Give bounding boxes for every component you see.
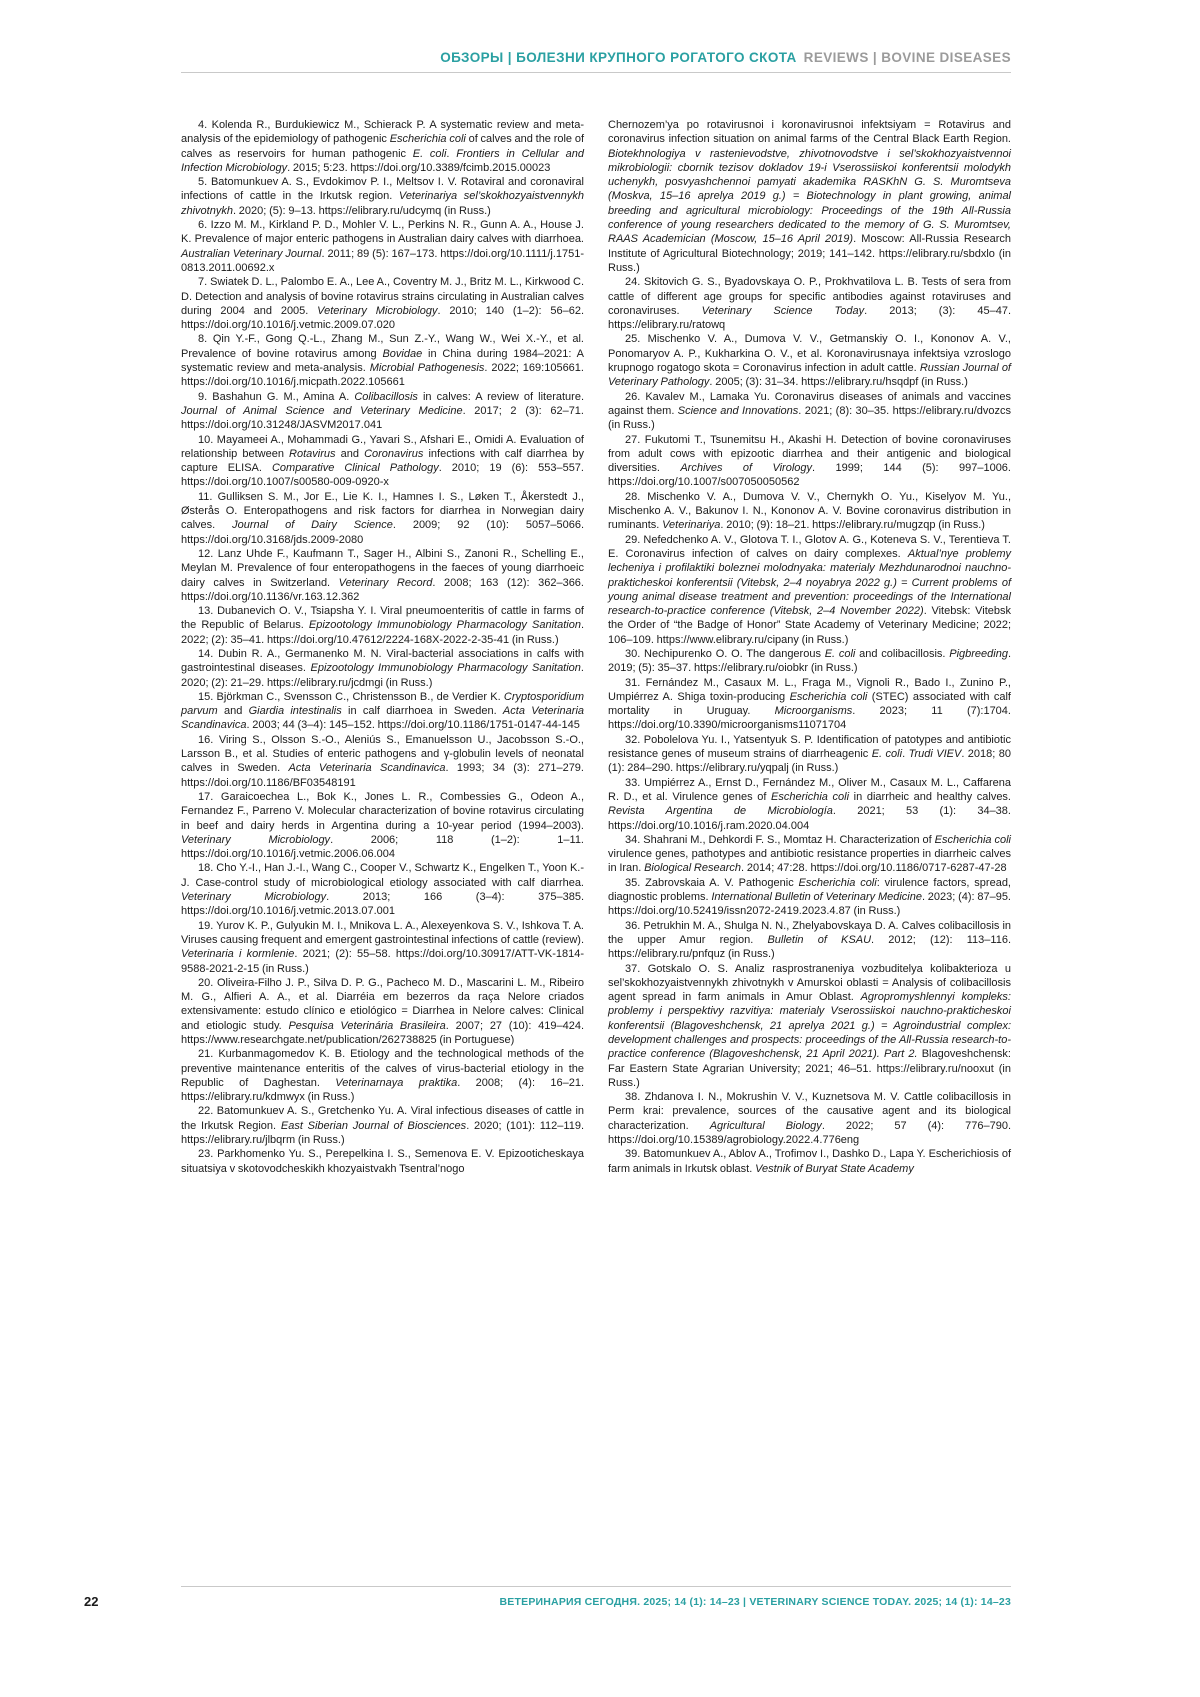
reference-item bbox=[181, 919, 584, 976]
references-column-left bbox=[181, 118, 584, 1176]
reference-text-segment: . 2008; (4): 16–21. https://elibrary.ru/kdmwyx (in Russ.) bbox=[181, 1076, 584, 1104]
reference-text-segment: 13. Dubanevich O. V., Tsiapsha Y. I. Viral pneumoenteritis of cattle in farms of the Republic of Belarus. bbox=[181, 605, 584, 632]
reference-text-segment: 24. Skitovich G. S., Byadovskaya O. P., Prokhvatilova L. B. Tests of sera from cattle of different age groups for specific antibodies against rotaviruses and coronaviruses. bbox=[608, 276, 1011, 317]
page-number: 22 bbox=[84, 1594, 99, 1609]
reference-item bbox=[608, 332, 1011, 389]
reference-item bbox=[608, 533, 1011, 647]
reference-text-segment: . 2020; (5): 9–13. https://elibrary.ru/udcymq (in Russ.) bbox=[232, 204, 491, 217]
reference-text-segment: 35. Zabrovskaia A. V. Pathogenic bbox=[625, 876, 799, 889]
reference-italic-segment: E. coli bbox=[824, 647, 856, 660]
journal-citation-ru: ВЕТЕРИНАРИЯ СЕГОДНЯ. 2025; 14 (1): 14–23 bbox=[499, 1596, 740, 1608]
reference-text-segment: . 2013; (3): 45–47. https://elibrary.ru/ratowq bbox=[608, 304, 1012, 332]
reference-text-segment: . 2021; (8): 30–35. https://elibrary.ru/dvozcs (in Russ.) bbox=[608, 404, 1011, 432]
reference-italic-segment: Russian Journal of Veterinary Pathology bbox=[608, 362, 1011, 389]
reference-italic-segment: Epizootology Immunobiology Pharmacology Sanitation bbox=[310, 662, 581, 675]
reference-text-segment: . 2019; (5): 35–37. https://elibrary.ru/oiobkr (in Russ.) bbox=[608, 647, 1012, 675]
reference-item bbox=[181, 861, 584, 918]
reference-item bbox=[181, 218, 584, 275]
reference-italic-segment: Biotekhnologiya v rastenievodstve, zhivotnovodstve i sel’skokhozyaistvennoi mikrobiologii: cbornik tezisov dokladov 19-i Vserossiiskoi konferentsii molodykh uchenykh, posvyashchennoi pamyati akademika RASKhN G. S. Muromtseva (Moskva, 15–16 aprelya 2019 g.) = Biotechnology in plant growing, animal breeding and agricultural microbiology: Proceedings of the 19th All-Russia conference of young researchers dedicated to the memory of G. S. Muromtsev, RAAS Academician (Moscow, 15–16 April 2019) bbox=[608, 147, 1011, 246]
reference-text-segment: . 2010; 140 (1–2): 56–62. https://doi.org/10.1016/j.vetmic.2009.07.020 bbox=[181, 304, 585, 332]
reference-italic-segment: Epizootology Immunobiology Pharmacology Sanitation bbox=[308, 619, 581, 632]
reference-item bbox=[181, 547, 584, 604]
reference-text-segment: in calf diarrhoea in Sweden. bbox=[341, 705, 503, 718]
reference-item bbox=[181, 118, 584, 175]
reference-italic-segment: Veterinary Microbiology bbox=[181, 891, 327, 904]
reference-italic-segment: Journal of Animal Science and Veterinary Medicine bbox=[181, 404, 463, 417]
reference-italic-segment: Pesquisa Veterinária Brasileira bbox=[288, 1019, 446, 1032]
reference-italic-segment: Veterinariya bbox=[662, 519, 721, 532]
reference-italic-segment: Cryptosporidium parvum bbox=[181, 690, 584, 718]
reference-italic-segment: E. coli bbox=[871, 748, 903, 761]
reference-text-segment: . 2020; (101): 112–119. https://elibrary.ru/jlbqrm (in Russ.) bbox=[181, 1119, 585, 1147]
reference-text-segment: 38. Zhdanova I. N., Mokrushin V. V., Kuznetsova M. V. Cattle colibacillosis in Perm krai: prevalence, sources of the causative agent and its biological characterization. bbox=[608, 1091, 1011, 1132]
reference-text-segment: . 2023; 11 (7):1704. https://doi.org/10.3390/microorganisms11071704 bbox=[608, 705, 1011, 732]
journal-citation-en: VETERINARY SCIENCE TODAY. 2025; 14 (1): 14–23 bbox=[749, 1596, 1011, 1608]
reference-italic-segment: Science and Innovations bbox=[677, 404, 799, 417]
reference-text-segment: 17. Garaicoechea L., Bok K., Jones L. R., Combessies G., Odeon A., Fernandez F., Parreno V. Molecular characterization of bovine rotavirus circulating in beef and dairy herds in Argentina during a 10-year period (1994–2003). bbox=[181, 790, 584, 832]
reference-text-segment: 5. Batomunkuev A. S., Evdokimov P. I., Meltsov I. V. Rotaviral and coronaviral infections of cattle in the Irkutsk region. bbox=[181, 176, 584, 203]
reference-text-segment: 4. Kolenda R., Burdukiewicz M., Schierack P. A systematic review and meta-analysis of the epidemiology of pathogenic bbox=[181, 119, 584, 146]
reference-item-continuation bbox=[608, 118, 1011, 275]
reference-item bbox=[181, 390, 584, 433]
reference-text-segment: 11. Gulliksen S. M., Jor E., Lie K. I., Hamnes I. S., Løken T., Åkerstedt J., Østerås O. Enteropathogens and risk factors for diarrhea in Norwegian dairy calves. bbox=[181, 490, 584, 532]
reference-text-segment: . 2009; 92 (10): 5057–5066. https://doi.org/10.3168/jds.2009-2080 bbox=[181, 519, 584, 546]
reference-text-segment: 15. Björkman C., Svensson C., Christensson B., de Verdier K. bbox=[198, 690, 504, 703]
reference-italic-segment: Coronavirus bbox=[364, 447, 424, 460]
reference-text-segment: . 2010; (9): 18–21. https://elibrary.ru/mugzqp (in Russ.) bbox=[720, 519, 985, 532]
reference-item bbox=[181, 690, 584, 733]
reference-italic-segment: Acta Veterinaria Scandinavica bbox=[288, 762, 446, 775]
reference-item bbox=[608, 390, 1011, 433]
reference-text-segment: . 2014; 47:28. https://doi.org/10.1186/0717-6287-47-28 bbox=[741, 862, 1007, 875]
reference-text-segment: . 2008; 163 (12): 362–366. https://doi.org/10.1136/vr.163.12.362 bbox=[181, 576, 584, 603]
reference-italic-segment: Veterinarnaya praktika bbox=[335, 1076, 458, 1089]
reference-italic-segment: Agricultural Biology bbox=[709, 1119, 822, 1132]
reference-text-segment: . 2017; 2 (3): 62–71. https://doi.org/10.31248/JASVM2017.041 bbox=[181, 404, 584, 432]
reference-text-segment: 26. Kavalev M., Lamaka Yu. Coronavirus diseases of animals and vaccines against them. bbox=[608, 390, 1011, 417]
reference-text-segment: 9. Bashahun G. M., Amina A. bbox=[198, 390, 355, 403]
reference-text-segment: 27. Fukutomi T., Tsunemitsu H., Akashi H. Detection of bovine coronaviruses from adult cows with epizootic diarrhea and their antigenic and biological diversities. bbox=[608, 433, 1011, 475]
reference-item bbox=[608, 647, 1011, 676]
running-head-ru: ОБЗОРЫ | БОЛЕЗНИ КРУПНОГО РОГАТОГО СКОТА bbox=[440, 50, 797, 65]
reference-item bbox=[181, 604, 584, 647]
reference-italic-segment: Veterinariya sel’skokhozyaistvennykh zhivotnykh bbox=[181, 190, 585, 217]
reference-italic-segment: Colibacillosis bbox=[354, 390, 418, 403]
reference-italic-segment: Escherichia coli bbox=[789, 690, 868, 703]
reference-text-segment: 18. Cho Y.-I., Han J.-I., Wang C., Cooper V., Schwartz K., Engelken T., Yoon K.-J. Case-control study of microbiological etiology associated with calf diarrhea. bbox=[181, 862, 584, 889]
reference-text-segment: 14. Dubin R. A., Germanenko M. N. Viral-bacterial associations in calfs with gastrointestinal diseases. bbox=[181, 647, 584, 675]
reference-text-segment: 19. Yurov K. P., Gulyukin M. I., Mnikova L. A., Alexeyenkova S. V., Ishkova T. A. Viruses causing frequent and emergent gastrointestinal infections of cattle (review). bbox=[181, 919, 584, 946]
reference-text-segment: 28. Mischenko V. A., Dumova V. V., Chernykh O. Yu., Kiselyov M. Yu., Mischenko A. V., Bakunov I. N., Kononov A. V. Bovine coronavirus distribution in ruminants. bbox=[608, 490, 1011, 532]
reference-italic-segment: Escherichia coli bbox=[771, 790, 850, 803]
reference-text-segment: . 2020; (2): 21–29. https://elibrary.ru/jcdmgi (in Russ.) bbox=[181, 662, 584, 689]
running-head bbox=[181, 50, 1011, 65]
references-section bbox=[181, 118, 1011, 1176]
reference-text-segment: 30. Nechipurenko O. O. The dangerous bbox=[625, 647, 825, 660]
reference-italic-segment: Agropromyshlennyi kompleks: problemy i perspektivy razvitiya: materialy Vserossiiskoi nauchno-prakticheskoi konferentsii (Blagoveshchensk, 21 aprelya 2021 g.) = Agroindustrial complex: development challenges and prospects: proceedings of the All-Russia research-to-practice conference (Blagoveshchensk, 21 April 2021). Part 2. bbox=[608, 991, 1011, 1061]
reference-italic-segment: Giardia intestinalis bbox=[248, 705, 342, 718]
reference-text-segment: . 2022; (2): 35–41. https://doi.org/10.47612/2224-168X-2022-2-35-41 (in Russ.) bbox=[181, 619, 584, 646]
reference-italic-segment: Escherichia coli bbox=[934, 833, 1012, 846]
reference-text-segment: . 2011; 89 (5): 167–173. https://doi.org/10.1111/j.1751-0813.2011.00692.x bbox=[181, 247, 585, 274]
reference-item bbox=[181, 1104, 584, 1147]
reference-text-segment: 39. Batomunkuev A., Ablov A., Trofimov I., Dashko D., Lapa Y. Escherichiosis of farm animals in Irkutsk oblast. bbox=[608, 1148, 1011, 1175]
reference-italic-segment: Bulletin of KSAU bbox=[767, 933, 872, 946]
reference-text-segment: . 1999; 144 (5): 997–1006. https://doi.org/10.1007/s007050050562 bbox=[608, 462, 1011, 489]
reference-text-segment: . 2012; (12): 113–116. https://elibrary.ru/pnfquz (in Russ.) bbox=[608, 933, 1011, 961]
reference-italic-segment: Archives of Virology bbox=[680, 462, 813, 475]
reference-item bbox=[181, 275, 584, 332]
reference-italic-segment: Bovidae bbox=[382, 347, 423, 360]
reference-text-segment: 21. Kurbanmagomedov K. B. Etiology and the technological methods of the preventive maintenance enteritis of the calves of virus-bacterial etiology in the Republic of Daghestan. bbox=[181, 1048, 584, 1089]
reference-italic-segment: Escherichia coli bbox=[389, 133, 466, 146]
reference-italic-segment: Frontiers in Cellular and Infection Microbiology bbox=[181, 147, 585, 174]
reference-italic-segment: Pigbreeding bbox=[949, 647, 1008, 660]
reference-item bbox=[181, 433, 584, 490]
reference-italic-segment: Microbial Pathogenesis bbox=[369, 362, 485, 375]
reference-item bbox=[608, 833, 1011, 876]
reference-item bbox=[181, 1047, 584, 1104]
reference-item bbox=[608, 876, 1011, 919]
reference-text-segment: 33. Umpiérrez A., Ernst D., Fernández M., Oliver M., Casaux M. L., Caffarena R. D., et al. Virulence genes of bbox=[608, 776, 1011, 803]
reference-text-segment: . 2022; 169:105661. https://doi.org/10.1016/j.micpath.2022.105661 bbox=[181, 362, 584, 389]
reference-italic-segment: Veterinary Microbiology bbox=[317, 304, 438, 317]
reference-item bbox=[608, 275, 1011, 332]
reference-item bbox=[608, 433, 1011, 490]
reference-text-segment: 7. Swiatek D. L., Palombo E. A., Lee A., Coventry M. J., Britz M. L., Kirkwood C. D. Detection and analysis of bovine rotavirus strains circulating in Australian calves during 2004 and 2005. bbox=[181, 276, 584, 317]
reference-item bbox=[181, 332, 584, 389]
reference-text-segment: 8. Qin Y.-F., Gong Q.-L., Zhang M., Sun Z.-Y., Wang W., Wei X.-Y., et al. Prevalence of bovine rotavirus among bbox=[181, 333, 584, 360]
reference-item bbox=[181, 490, 584, 547]
reference-text-segment: 34. Shahrani M., Dehkordi F. S., Momtaz H. Characterization of bbox=[625, 833, 935, 846]
reference-item bbox=[608, 919, 1011, 962]
reference-text-segment: . 2006; 118 (1–2): 1–11. https://doi.org/10.1016/j.vetmic.2006.06.004 bbox=[181, 833, 584, 861]
reference-text-segment: 29. Nefedchenko A. V., Glotova T. I., Glotov A. G., Koteneva S. V., Terentieva T. E. Coronavirus infection of calves on dairy complexes. bbox=[608, 533, 1011, 560]
reference-text-segment: . Moscow: All-Russia Research Institute of Agricultural Biotechnology; 2019; 141–142. https://elibrary.ru/sbdxlo (in Russ.) bbox=[608, 233, 1011, 274]
reference-item bbox=[608, 490, 1011, 533]
reference-text-segment: virulence genes, pathotypes and antibiotic resistance properties in diarrheic calves in Iran. bbox=[608, 848, 1011, 875]
reference-item bbox=[608, 676, 1011, 733]
reference-text-segment: 20. Oliveira-Filho J. P., Silva D. P. G., Pacheco M. D., Mascarini L. M., Ribeiro M. G., Alfieri A. A., et al. Diarréia em bezerros da raça Nelore criados extensivamente: estudo clínico e etiológico = Diarrhea in Nelore calves: Clinical and etiologic study. bbox=[181, 976, 584, 1032]
reference-italic-segment: Acta Veterinaria Scandinavica bbox=[181, 705, 584, 732]
reference-italic-segment: Veterinary Record bbox=[338, 576, 433, 589]
reference-text-segment: and bbox=[217, 705, 249, 718]
reference-text-segment: . 2007; 27 (10): 419–424. https://www.researchgate.net/publication/262738825 (in Portuguese) bbox=[181, 1019, 585, 1046]
reference-italic-segment: Microorganisms bbox=[774, 705, 853, 718]
reference-item bbox=[181, 647, 584, 690]
reference-text-segment: and bbox=[335, 447, 365, 460]
reference-text-segment: Blagoveshchensk: Far Eastern State Agrarian University; 2021; 46–51. https://elibrary.ru/nooxut (in Russ.) bbox=[608, 1048, 1011, 1089]
reference-text-segment: in China during 1984–2021: A systematic review and meta-analysis. bbox=[181, 347, 584, 375]
reference-italic-segment: Veterinary Microbiology bbox=[181, 833, 331, 846]
reference-italic-segment: Australian Veterinary Journal bbox=[181, 247, 322, 260]
reference-text-segment: 31. Fernández M., Casaux M. L., Fraga M., Vignoli R., Bado I., Zunino P., Umpiérrez A. Shiga toxin-producing bbox=[608, 676, 1011, 703]
reference-item bbox=[181, 733, 584, 790]
reference-italic-segment: Biological Research bbox=[644, 862, 742, 875]
reference-text-segment: . 2022; 57 (4): 776–790. https://doi.org/10.15389/agrobiology.2022.4.776eng bbox=[608, 1119, 1011, 1147]
reference-text-segment: . 1993; 34 (3): 271–279. https://doi.org/10.1186/BF03548191 bbox=[181, 762, 584, 789]
page-footer bbox=[0, 1586, 1200, 1614]
footer-rule bbox=[181, 1586, 1011, 1587]
reference-text-segment: . 2021; 53 (1): 34–38. https://doi.org/10.1016/j.ram.2020.04.004 bbox=[608, 805, 1011, 832]
footer-row bbox=[0, 1594, 1200, 1614]
reference-italic-segment: Rotavirus bbox=[289, 447, 336, 460]
reference-text-segment: . 2003; 44 (3–4): 145–152. https://doi.org/10.1186/1751-0147-44-145 bbox=[246, 719, 580, 732]
reference-text-segment: . Vitebsk: Vitebsk the Order of “the Badge of Honor” State Academy of Veterinary Medicine; 2022; 106–109. https://www.elibrary.ru/cipany (in Russ.) bbox=[608, 605, 1011, 646]
reference-italic-segment: Escherichia coli bbox=[798, 876, 877, 889]
reference-italic-segment: Revista Argentina de Microbiología bbox=[608, 805, 833, 818]
reference-item bbox=[181, 790, 584, 861]
reference-text-segment: (STEC) associated with calf mortality in Uruguay. bbox=[608, 690, 1011, 718]
reference-item bbox=[608, 1090, 1011, 1147]
journal-citation-line bbox=[500, 1596, 1011, 1608]
reference-text-segment: . bbox=[446, 147, 457, 160]
reference-text-segment: . 2005; (3): 31–34. https://elibrary.ru/hsqdpf (in Russ.) bbox=[709, 376, 968, 389]
reference-text-segment: . 2013; 166 (3–4): 375–385. https://doi.org/10.1016/j.vetmic.2013.07.001 bbox=[181, 891, 585, 918]
reference-text-segment: of calves and the role of calves as reservoirs for human pathogenic bbox=[181, 133, 584, 160]
reference-item bbox=[608, 1147, 1011, 1176]
reference-text-segment: 10. Mayameei A., Mohammadi G., Yavari S., Afshari E., Omidi A. Evaluation of relationship between bbox=[181, 433, 584, 460]
reference-italic-segment: East Siberian Journal of Biosciences bbox=[280, 1119, 467, 1132]
reference-text-segment: . bbox=[902, 748, 909, 761]
references-column-right bbox=[608, 118, 1011, 1176]
reference-text-segment: 32. Pobolelova Yu. I., Yatsentyuk S. P. Identification of patotypes and antibiotic resistance genes of museum strains of diarrheagenic bbox=[608, 733, 1011, 761]
reference-text-segment: . 2015; 5:23. https://doi.org/10.3389/fcimb.2015.00023 bbox=[287, 161, 551, 174]
reference-text-segment: 12. Lanz Uhde F., Kaufmann T., Sager H., Albini S., Zanoni R., Schelling E., Meylan M. Prevalence of four enteropathogens in the faeces of young diarrhoeic dairy calves in Switzerland. bbox=[181, 547, 584, 589]
running-head-en: REVIEWS | BOVINE DISEASES bbox=[803, 50, 1011, 65]
reference-text-segment: 37. Gotskalo O. S. Analiz rasprostraneniya vozbuditelya kolibakterioza u sel’skokhozyaistvennykh zhivotnykh v Amurskoi oblasti = Analysis of colibacillosis agent spread in farm animals in Amur Oblast. bbox=[608, 962, 1011, 1004]
reference-item bbox=[181, 1147, 584, 1176]
reference-text-segment: Chernozem’ya po rotavirusnoi i koronavirusnoi infektsiyam = Rotavirus and coronavirus infection situation on animal farms of the Central Black Earth Region. bbox=[608, 119, 1011, 146]
reference-text-segment: infections with calf diarrhea by capture ELISA. bbox=[181, 447, 584, 475]
reference-italic-segment: E. coli bbox=[412, 147, 447, 160]
page-header bbox=[181, 50, 1011, 73]
reference-item bbox=[181, 175, 584, 218]
reference-item bbox=[608, 776, 1011, 833]
reference-text-segment: . 2021; (2): 55–58. https://doi.org/10.30917/ATT-VK-1814-9588-2021-2-15 (in Russ.) bbox=[181, 948, 584, 975]
reference-italic-segment: Aktual’nye problemy lecheniya i profilaktiki boleznei molodnyaka: materialy Mezhdunarodnoi nauchno-prakticheskoi konferentsii (Vitebsk, 2–4 noyabrya 2022 g.) = Current problems of young animal disease treatment and prevention: proceedings of the International research-to-practice conference (Vitebsk, 2–4 November 2022) bbox=[608, 547, 1012, 618]
header-rule bbox=[181, 72, 1011, 73]
reference-text-segment: in calves: A review of literature. bbox=[417, 390, 584, 403]
reference-italic-segment: Trudi VIEV bbox=[908, 748, 962, 761]
reference-italic-segment: International Bulletin of Veterinary Medicine bbox=[711, 891, 922, 904]
reference-italic-segment: Veterinary Science Today bbox=[701, 304, 865, 317]
reference-italic-segment: Journal of Dairy Science bbox=[232, 519, 393, 532]
reference-item bbox=[608, 733, 1011, 776]
reference-text-segment: 25. Mischenko V. A., Dumova V. V., Getmanskiy O. I., Kononov A. V., Ponomaryov A. P., Kukharkina O. V., et al. Koronavirusnaya infektsiya vzroslogo krupnogo rogatogo skota = Coronavirus infection in adult cattle. bbox=[608, 333, 1011, 375]
reference-text-segment: 36. Petrukhin M. A., Shulga N. N., Zhelyabovskaya D. A. Calves colibacillosis in the upper Amur region. bbox=[608, 919, 1011, 946]
reference-text-segment: 16. Viring S., Olsson S.-O., Aleniús S., Emanuelsson U., Jacobsson S.-O., Larsson B., et al. Studies of enteric pathogens and γ-globulin levels of neonatal calves in Sweden. bbox=[181, 733, 584, 775]
reference-text-segment: : virulence factors, spread, diagnostic problems. bbox=[608, 876, 1011, 904]
reference-text-segment: in diarrheic and healthy calves. bbox=[849, 790, 1011, 803]
reference-text-segment: 22. Batomunkuev A. S., Gretchenko Yu. A. Viral infectious diseases of cattle in the Irkutsk Region. bbox=[181, 1105, 584, 1132]
reference-text-segment: . 2023; (4): 87–95. https://doi.org/10.52419/issn2072-2419.2023.4.87 (in Russ.) bbox=[608, 891, 1011, 918]
reference-text-segment: 6. Izzo M. M., Kirkland P. D., Mohler V. L., Perkins N. R., Gunn A. A., House J. K. Prevalence of major enteric pathogens in Australian dairy calves with diarrhoea. bbox=[181, 219, 584, 246]
reference-item bbox=[181, 976, 584, 1047]
reference-text-segment: and colibacillosis. bbox=[855, 647, 950, 660]
reference-item bbox=[608, 962, 1011, 1091]
reference-italic-segment: Comparative Clinical Pathology bbox=[271, 462, 439, 475]
reference-text-segment: . 2010; 19 (6): 553–557. https://doi.org/10.1007/s00580-009-0920-x bbox=[181, 462, 584, 489]
reference-text-segment: . 2018; 80 (1): 284–290. https://elibrary.ru/yqpalj (in Russ.) bbox=[608, 748, 1011, 775]
reference-text-segment: 23. Parkhomenko Yu. S., Perepelkina I. S., Semenova E. V. Epizooticheskaya situatsiya v skotovodcheskikh khozyaistvakh Tsentral’nogo bbox=[181, 1148, 584, 1175]
journal-citation-separator: | bbox=[739, 1596, 750, 1608]
reference-italic-segment: Veterinaria i kormlenie bbox=[181, 948, 295, 961]
reference-italic-segment: Vestnik of Buryat State Academy bbox=[755, 1162, 914, 1175]
